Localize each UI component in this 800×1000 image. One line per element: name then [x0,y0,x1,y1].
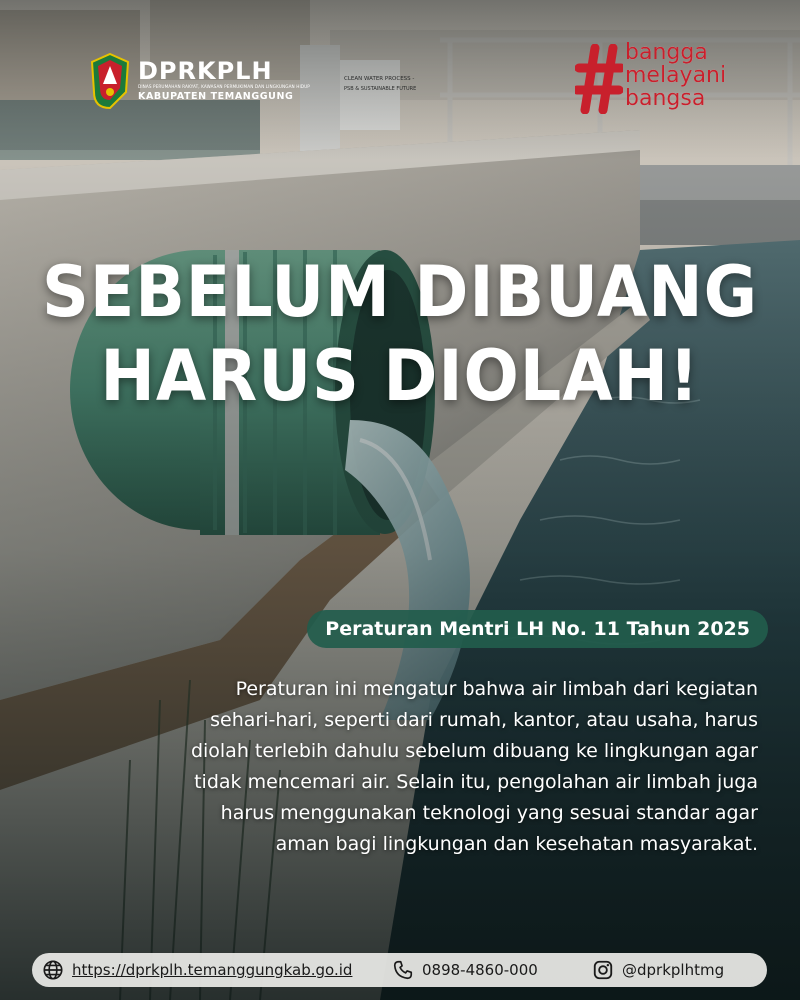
website-url[interactable]: https://dprkplh.temanggungkab.go.id [72,961,353,979]
description-line: diolah terlebih dahulu sebelum dibuang ke lingkungan agar [190,740,758,762]
regulation-description [118,674,758,860]
logo-title: DPRKPLH [138,57,273,85]
regulation-title-badge: Peraturan Mentri LH No. 11 Tahun 2025 [307,610,768,648]
description-line: aman bagi lingkungan dan kesehatan masyarakat. [275,833,758,855]
slogan-word-1: bangga [625,40,708,65]
headline-line-2: HARUS DIOLAH! [100,335,700,417]
instagram-handle: @dprkplhtmg [622,961,725,979]
description-line: tidak mencemari air. Selain itu, pengolahan air limbah juga [194,771,758,793]
slogan-word-3: bangsa [625,86,706,111]
logo-subtitle: DINAS PERUMAHAN RAKYAT, KAWASAN PERMUKIMAN DAN LINGKUNGAN HIDUP [138,84,310,89]
phone-number: 0898-4860-000 [422,961,538,979]
bangga-melayani-bangsa-logo [575,42,750,120]
slogan-word-2: melayani [625,63,727,88]
phone-icon [392,959,414,981]
logo-region: KABUPATEN TEMANGGUNG [138,91,294,102]
instagram-icon [592,959,614,981]
description-line: sehari-hari, seperti dari rumah, kantor, atau usaha, harus [210,709,758,731]
website-link[interactable] [42,953,352,987]
description-line: Peraturan ini mengatur bahwa air limbah dari kegiatan [235,678,758,700]
description-line: harus menggunakan teknologi yang sesuai standar agar [220,802,758,824]
contact-bar [32,953,767,987]
globe-icon [42,959,64,981]
headline-line-1: SEBELUM DIBUANG [42,251,758,333]
hashtag-icon [575,44,623,114]
phone-contact[interactable] [392,953,538,987]
headline [28,250,772,418]
instagram-contact[interactable] [592,953,724,987]
temanggung-crest-icon [90,52,130,110]
dprkplh-logo [90,52,310,110]
